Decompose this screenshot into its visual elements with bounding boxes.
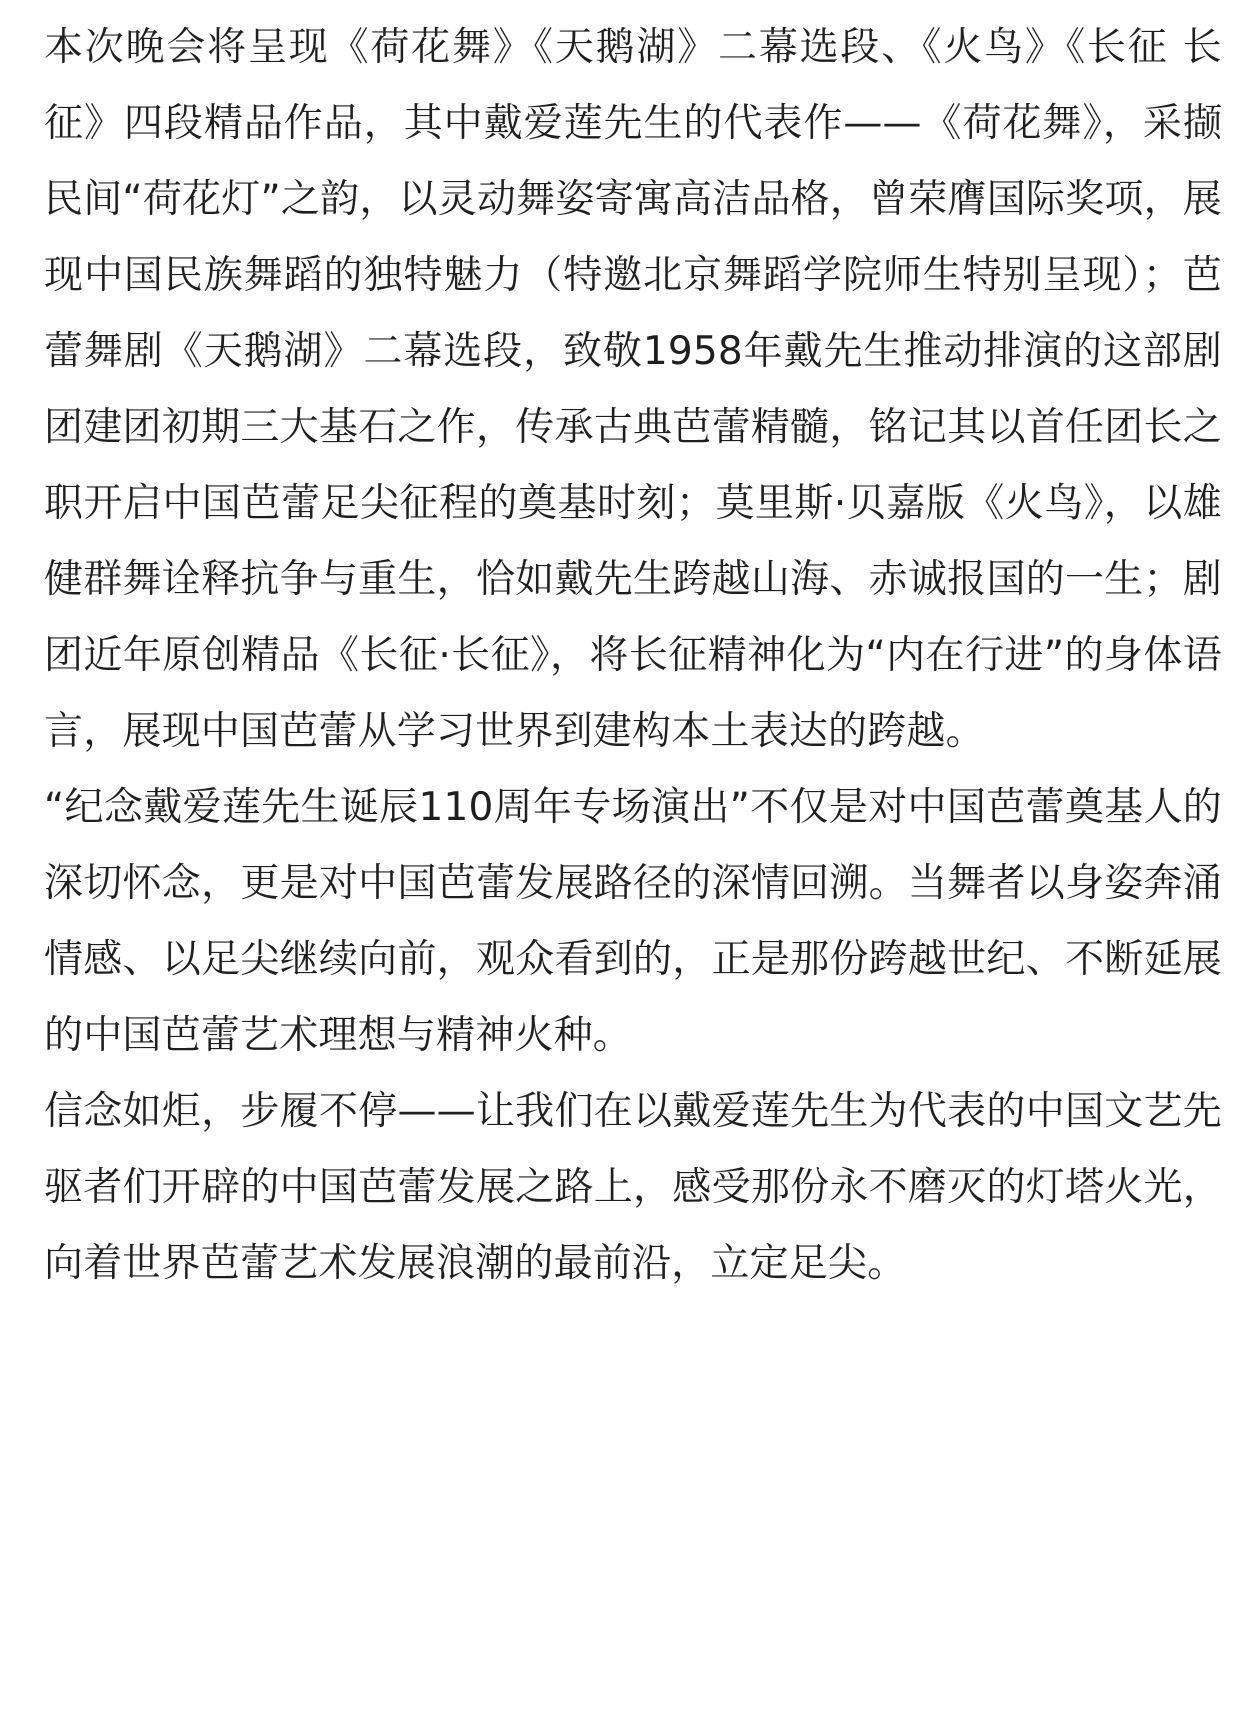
paragraph-program-intro: 本次晚会将呈现《荷花舞》《天鹅湖》二幕选段、《火鸟》《长征 长征》四段精品作品，其中戴爱莲先生的代表作——《荷花舞》，采撷民间“荷花灯”之韵，以灵动舞姿寄寓高洁品格，曾荣膺国际奖项，展现中国民族舞蹈的独特魅力（特邀北京舞蹈学院师生特别呈现）；芭蕾舞剧《天鹅湖》二幕选段，致敬1958年戴先生推动排演的这部剧团建团初期三大基石之作，传承古典芭蕾精髓，铭记其以首任团长之职开启中国芭蕾足尖征程的奠基时刻；莫里斯·贝嘉版《火鸟》，以雄健群舞诠释抗争与重生，恰如戴先生跨越山海、赤诚报国的一生；剧团近年原创精品《长征·长征》，将长征精神化为“内在行进”的身体语言，展现中国芭蕾从学习世界到建构本土表达的跨越。 bbox=[44, 25, 1222, 754]
paragraph-commemoration: “纪念戴爱莲先生诞辰110周年专场演出”不仅是对中国芭蕾奠基人的深切怀念，更是对中国芭蕾发展路径的深情回溯。当舞者以身姿奔涌情感、以足尖继续向前，观众看到的，正是那份跨越世纪、不断延展的中国芭蕾艺术理想与精神火种。 bbox=[44, 785, 1222, 1058]
paragraph-closing: 信念如炬，步履不停——让我们在以戴爱莲先生为代表的中国文艺先驱者们开辟的中国芭蕾发展之路上，感受那份永不磨灭的灯塔火光，向着世界芭蕾艺术发展浪潮的最前沿，立定足尖。 bbox=[44, 1089, 1222, 1286]
article-body bbox=[44, 10, 1222, 1302]
